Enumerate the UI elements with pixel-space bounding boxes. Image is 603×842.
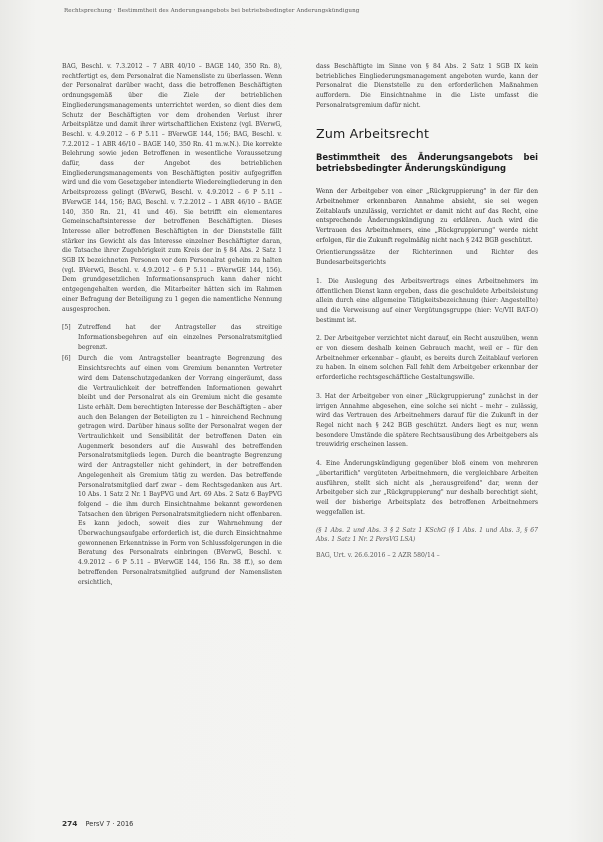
guiding-principle-3: 3. Hat der Arbeitgeber von einer „Rückgruppierung" zunächst in der irrigen Annahme abgesehen, eine solche sei nicht – mehr – zulässig, wird das Vertrauen des Arbeitnehmers darauf für die Zukunft in der Regel nicht nach § 242 BGB geschützt. Anders liegt es nur, wenn besondere Umstände die spätere Rechtsausübung des Arbeitgebers als treuwidrig erscheinen lassen. [316, 392, 538, 449]
left-text-block-2-body: Zutreffend hat der Antragsteller das streitige Informationsbegehren auf ein einzelnes Personalratsmitglied begrenzt. [78, 324, 282, 351]
margin-number: [6] [62, 355, 71, 363]
guiding-principle-4: 4. Eine Änderungskündigung gegenüber bloß einem von mehreren „übertariflich" vergüteten Arbeitnehmern, die vergleichbare Arbeiten ausführen, stellt sich nicht als „herausgreifend" dar, wenn der Arbeitgeber sich zur „Rückgruppierung" nur deshalb berechtigt sieht, weil der bisherige Arbeitsplatz des betroffenen Arbeitnehmers weggefallen ist. [316, 460, 538, 516]
guiding-principle-2: 2. Der Arbeitgeber verzichtet nicht darauf, ein Recht auszuüben, wenn er von diesem deshalb keinen Gebrauch macht, weil er – für den Arbeitnehmer erkennbar – glaubt, es bereits durch Zeitablauf verloren zu haben. In einem solchen Fall fehlt dem Arbeitgeber erkennbar der erforderliche rechtsgeschäftliche Gestaltungswille. [316, 335, 538, 382]
lead-paragraph: Wenn der Arbeitgeber von einer „Rückgruppierung" in der für den Arbeitnehmer erkennbaren Annahme absieht, sie sei wegen Zeitablaufs unzulässig, verzichtet er damit nicht auf das Recht, eine entsprechende Änderungskündigung zu erklären. Auch wird die Vertrauen des Arbeitnehmers, eine „Rückgruppierung" werde nicht erfolgen, für die Zukunft regelmäßig nicht nach § 242 BGB geschützt. [316, 188, 538, 244]
left-column [62, 62, 282, 587]
page-footer [62, 819, 133, 828]
left-text-block-1: BAG, Beschl. v. 7.3.2012 – 7 ABR 40/10 – BAGE 140, 350 Rn. 8), rechtfertigt es, dem Personalrat die Namensliste zu überlassen. Wenn der Personalrat darüber wacht, dass die betroffenen Beschäftigten ordnungsgemäß über die Ziele der betrieblichen Eingliederungsmanagements unterrichtet werden, so dient dies dem Schutz der Beschäftigten vor dem drohenden Verlust ihrer Arbeitsplätze und damit ihrer wirtschaftlichen Existenz (vgl. BVerwG, Beschl. v. 4.9.2012 – 6 P 5.11 – BVerwGE 144, 156; BAG, Beschl. v. 7.2.2012 – 1 ABR 46/10 – BAGE 140, 350 Rn. 41 m.w.N.). Die korrekte Belehrung sowie jeden Betroffenen in wesentliche Voraussetzung dafür, dass der Angebot des betrieblichen Eingliederungsmanagements von Beschäftigten positiv aufgegriffen wird und die vom Gesetzgeber intendierte Wiedereingliederung in den Arbeitsprozess gelingt (BVerwG, Beschl. v. 4.9.2012 – 6 P 5.11 – BVerwGE 144, 156; BAG, Beschl. v. 7.2.2012 – 1 ABR 46/10 – BAGE 140, 350 Rn. 21, 41 und 46). Sie betrifft ein elementares Gemeinschaftsinteresse der betroffenen Beschäftigten. Dieses Interesse aller betroffenen Beschäftigten in der Dienststelle fällt stärker ins Gewicht als das Interesse einzelner Beschäftigter daran, die Tatsache ihrer Zugehörigkeit zum Kreis der in § 84 Abs. 2 Satz 1 SGB IX bezeichneten Personen vor dem Personalrat geheim zu halten (vgl. BVerwG, Beschl. v. 4.9.2012 – 6 P 5.11 – BVerwGE 144, 156). Dem grundgesetzlichen Informationsanspruch kann daher nicht entgegengehalten werden, die Mitarbeiter hätten sich im Rahmen einer Befragung der Beteiligung zu 1 gegen die namentliche Nennung ausgesprochen. [62, 63, 282, 313]
section-title: Zum Arbeitsrecht [316, 125, 430, 141]
margin-number: [5] [62, 324, 71, 332]
right-text-block-top: dass Beschäftigte im Sinne von § 84 Abs. 2 Satz 1 SGB IX kein betriebliches Eingliederungsmanagement angeboten wurde, kann der Personalrat die Dienststelle zu den erforderlichen Maßnahmen auffordern. Die Einsichtnahme in die Liste umfasst die Personalratsgremium dafür nicht. [316, 63, 538, 109]
running-head: Rechtsprechung · Bestimmtheit des Änderungsangebots bei betriebsbedingter Änderungskündigung [64, 8, 360, 14]
article-headline: Bestimmtheit des Änderungsangebots bei betriebsbedingter Änderungskündigung [316, 152, 538, 173]
statute-citation: (§ 1 Abs. 2 und Abs. 3 § 2 Satz 1 KSchG (§ 1 Abs. 1 und Abs. 3, § 67 Abs. 1 Satz 1 Nr. 2 PersVG LSA) [316, 527, 538, 544]
left-text-block-3-body: Durch die vom Antragsteller beantragte Begrenzung des Einsichtsrechts auf einen vom Gremium benannten Vertreter wird dem Datenschutzgedanken der Vorrang eingeräumt, dass die Vertraulichkeit der betreffenden Informationen gewahrt bleibt und der Personalrat als ein Gremium nicht die gesamte Liste erhält. Dem berechtigten Interesse der Beschäftigten – aber auch den Belangen der Beteiligten zu 1 – hinreichend Rechnung getragen wird. Darüber hinaus sollte der Personalrat wegen der Vertraulichkeit und Sensibilität der betroffenen Daten ein Augenmerk besonders auf die Auswahl des betreffenden Personalratsmitglieds legen. Durch die beantragte Begrenzung wird der Antragsteller nicht gehindert, in der betreffenden Angelegenheit als Gremium tätig zu werden. Das betreffende Personalratsmitglied darf zwar – dem Rechtsgedanken aus Art. 10 Abs. 1 Satz 2 Nr. 1 BayPVG und Art. 69 Abs. 2 Satz 6 BayPVG folgend – die ihm durch Einsichtnahme bekannt gewordenen Tatsachen den übrigen Personalratsmitgliedern nicht offenbaren. Es kann jedoch, soweit dies zur Wahrnehmung der Überwachungsaufgabe erforderlich ist, die durch Einsichtnahme gewonnenen Erkenntnisse in Form von Schlussfolgerungen in die Beratung des Personalrats einbringen (BVerwG, Beschl. v. 4.9.2012 – 6 P 5.11 – BVerwGE 144, 156 Rn. 38 ff.), so dem betreffenden Personalratsmitglied aufgrund der Namenslisten ersichtlich, [78, 355, 283, 586]
page-number: 274 [62, 819, 78, 828]
right-column [316, 62, 538, 561]
left-text-block-3 [62, 354, 282, 587]
left-text-block-2 [62, 323, 282, 352]
case-reference: BAG, Urt. v. 26.6.2016 – 2 AZR 580/14 – [316, 552, 440, 560]
issue-label: PersV 7 · 2016 [85, 820, 134, 828]
guiding-principle-1: 1. Die Auslegung des Arbeitsvertrags eines Arbeitnehmers im öffentlichen Dienst kann ergeben, dass die geschuldete Arbeitsleistung allein durch eine allgemeine Tätigkeitsbezeichnung (hier: Angestellte) und die Verweisung auf einer Vergütungsgruppe (hier: Vc/VII BAT-O) bestimmt ist. [316, 277, 538, 324]
court-attribution: Orientierungssätze der Richterinnen und Richter des Bundesarbeitsgerichts [316, 249, 538, 267]
